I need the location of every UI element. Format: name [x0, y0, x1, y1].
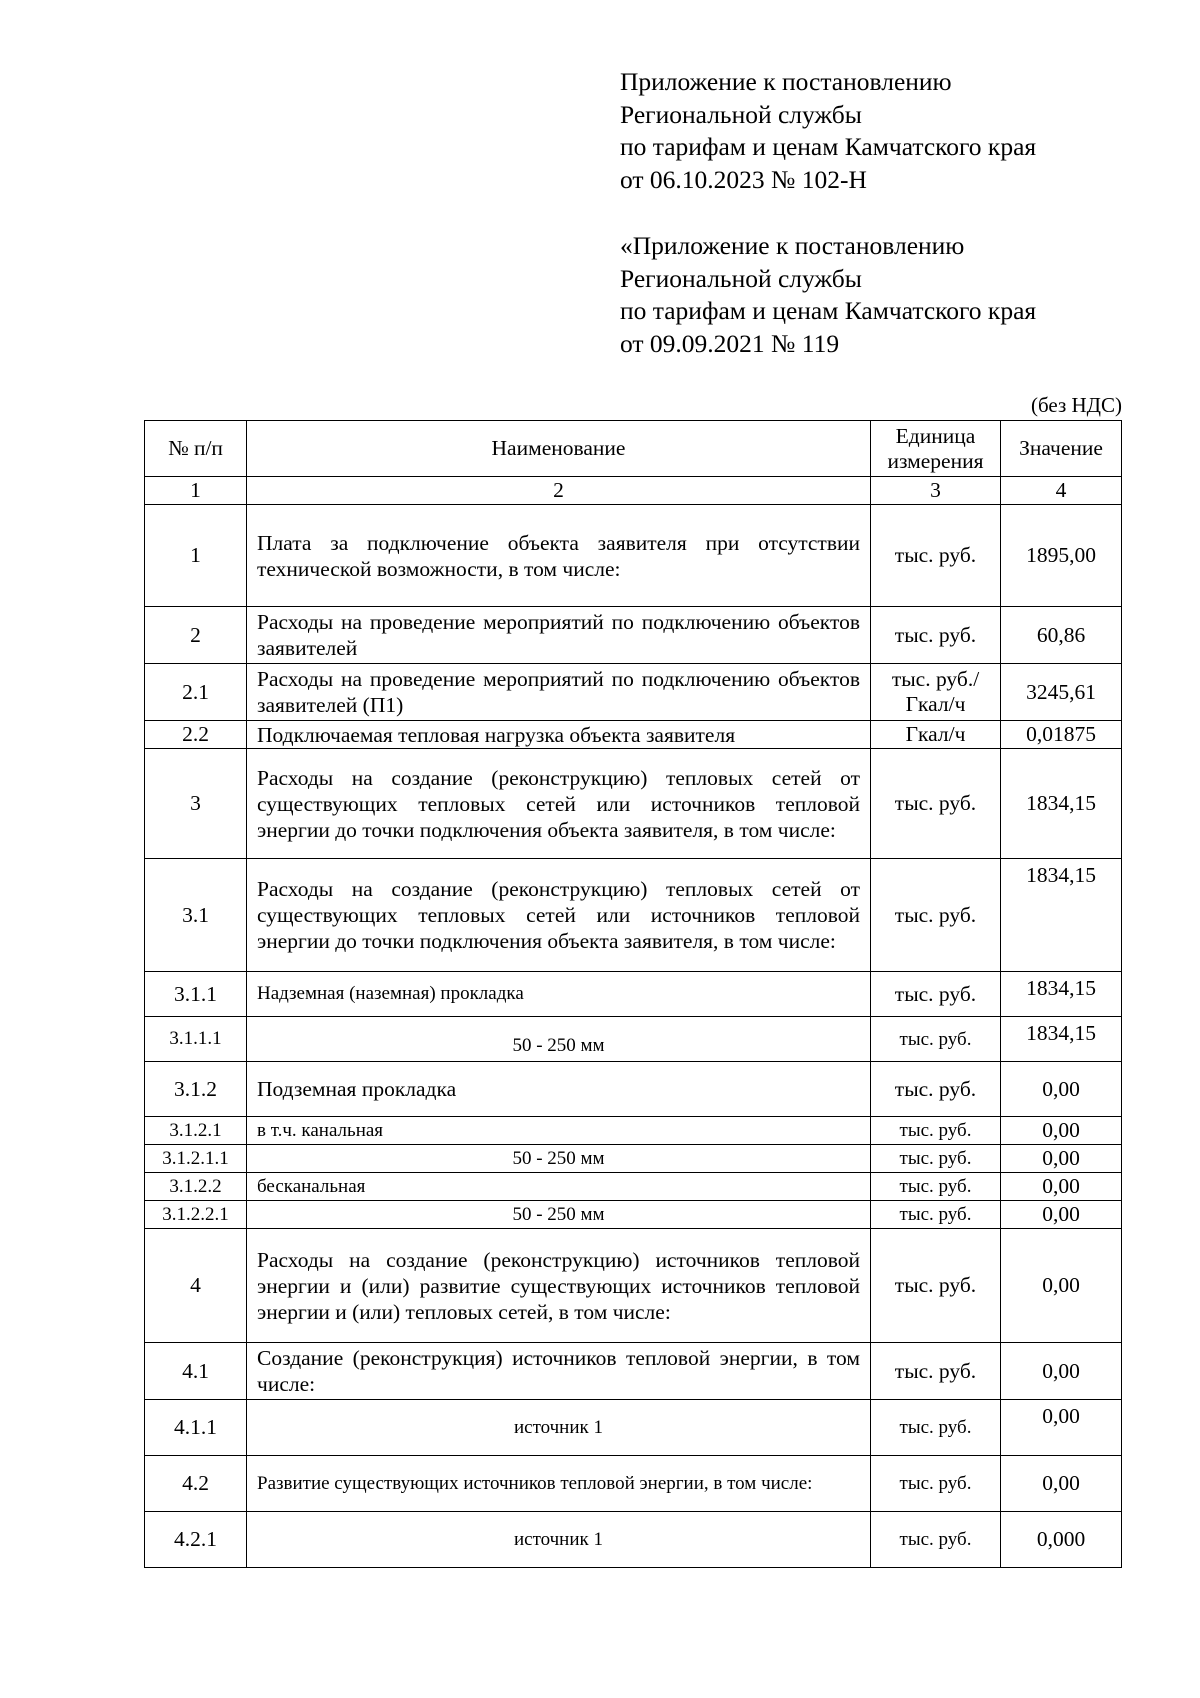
row-value: 1834,15	[1001, 749, 1122, 859]
table-header-row	[145, 421, 1122, 477]
row-value: 60,86	[1001, 607, 1122, 664]
table-row	[145, 1400, 1122, 1456]
header-line: от 09.09.2021 № 119	[620, 328, 840, 358]
row-value: 0,00	[1001, 1400, 1122, 1456]
table-row	[145, 1173, 1122, 1201]
header-line: Региональной службы	[620, 99, 862, 129]
row-name: Создание (реконструкция) источников тепловой энергии, в том числе:	[247, 1343, 871, 1400]
row-num: 3.1.2.1.1	[145, 1145, 247, 1173]
vat-note: (без НДС)	[1030, 393, 1122, 417]
table-row	[145, 1062, 1122, 1117]
row-num: 1	[145, 505, 247, 607]
table-row	[145, 1456, 1122, 1512]
header-line: Приложение к постановлению	[620, 67, 952, 96]
row-unit: Гкал/ч	[871, 721, 1001, 749]
row-num: 2	[145, 607, 247, 664]
header-unit: Единица измерения	[871, 421, 1001, 477]
row-value: 1895,00	[1001, 505, 1122, 607]
row-name: Подземная прокладка	[247, 1062, 871, 1117]
column-number-row	[145, 477, 1122, 505]
row-num: 4.2.1	[145, 1512, 247, 1568]
table-row	[145, 1343, 1122, 1400]
table-row	[145, 721, 1122, 749]
row-unit: тыс. руб.	[871, 1229, 1001, 1343]
row-name: источник 1	[247, 1512, 871, 1568]
row-name: Плата за подключение объекта заявителя при отсутствии технической возможности, в том числе:	[247, 505, 871, 607]
table-row	[145, 1229, 1122, 1343]
row-name: Подключаемая тепловая нагрузка объекта заявителя	[247, 721, 871, 749]
row-unit: тыс. руб.	[871, 859, 1001, 972]
row-num: 3.1.2.2.1	[145, 1201, 247, 1229]
row-value: 0,000	[1001, 1512, 1122, 1568]
row-name: 50 - 250 мм	[247, 1201, 871, 1229]
header-line: по тарифам и ценам Камчатского края	[620, 132, 1037, 161]
row-unit: тыс. руб.	[871, 1117, 1001, 1145]
row-name: Расходы на создание (реконструкцию) источников тепловой энергии и (или) развитие существующих источников тепловой энергии и (или) тепловых сетей, в том числе:	[247, 1229, 871, 1343]
header-line: «Приложение к постановлению	[620, 231, 965, 260]
column-number: 3	[871, 477, 1001, 505]
row-unit: тыс. руб.	[871, 972, 1001, 1017]
table-row	[145, 1512, 1122, 1568]
row-num: 4	[145, 1229, 247, 1343]
row-value: 0,00	[1001, 1343, 1122, 1400]
row-name: Надземная (наземная) прокладка	[247, 972, 871, 1017]
document-header-original	[620, 230, 1036, 360]
row-name: Развитие существующих источников тепловой энергии, в том числе:	[247, 1456, 871, 1512]
row-value: 0,01875	[1001, 721, 1122, 749]
row-value: 0,00	[1001, 1456, 1122, 1512]
table-row	[145, 972, 1122, 1017]
row-value: 1834,15	[1001, 859, 1122, 972]
row-unit: тыс. руб.	[871, 1400, 1001, 1456]
column-number: 2	[247, 477, 871, 505]
table-row	[145, 1117, 1122, 1145]
table-row	[145, 1017, 1122, 1062]
column-number: 1	[145, 477, 247, 505]
header-num: № п/п	[145, 421, 247, 477]
row-value: 0,00	[1001, 1173, 1122, 1201]
table-row	[145, 505, 1122, 607]
table-row	[145, 1201, 1122, 1229]
row-unit: тыс. руб.	[871, 1173, 1001, 1201]
row-unit: тыс. руб.	[871, 1456, 1001, 1512]
row-name: 50 - 250 мм	[247, 1145, 871, 1173]
header-value: Значение	[1001, 421, 1122, 477]
document-header-current	[620, 66, 1036, 196]
row-value: 0,00	[1001, 1229, 1122, 1343]
row-value: 0,00	[1001, 1062, 1122, 1117]
table-row	[145, 664, 1122, 721]
row-value: 1834,15	[1001, 972, 1122, 1017]
row-num: 3	[145, 749, 247, 859]
row-value: 1834,15	[1001, 1017, 1122, 1062]
column-number: 4	[1001, 477, 1122, 505]
row-name: Расходы на создание (реконструкцию) тепловых сетей от существующих тепловых сетей или источников тепловой энергии до точки подключения объекта заявителя, в том числе:	[247, 749, 871, 859]
row-name: 50 - 250 мм	[247, 1017, 871, 1062]
row-unit: тыс. руб.	[871, 749, 1001, 859]
row-name: источник 1	[247, 1400, 871, 1456]
header-line: по тарифам и ценам Камчатского края	[620, 296, 1037, 325]
row-name: бесканальная	[247, 1173, 871, 1201]
tariff-table	[144, 420, 1122, 1568]
row-unit: тыс. руб.	[871, 1062, 1001, 1117]
table-row	[145, 1145, 1122, 1173]
row-name: в т.ч. канальная	[247, 1117, 871, 1145]
row-unit: тыс. руб.	[871, 1017, 1001, 1062]
row-num: 3.1.1	[145, 972, 247, 1017]
row-num: 3.1.1.1	[145, 1017, 247, 1062]
row-num: 2.2	[145, 721, 247, 749]
row-num: 3.1.2.1	[145, 1117, 247, 1145]
table-row	[145, 859, 1122, 972]
row-unit: тыс. руб./ Гкал/ч	[871, 664, 1001, 721]
row-num: 3.1.2.2	[145, 1173, 247, 1201]
row-unit: тыс. руб.	[871, 1145, 1001, 1173]
row-value: 3245,61	[1001, 664, 1122, 721]
row-unit: тыс. руб.	[871, 607, 1001, 664]
row-num: 4.1.1	[145, 1400, 247, 1456]
row-unit: тыс. руб.	[871, 1512, 1001, 1568]
table-row	[145, 749, 1122, 859]
row-unit: тыс. руб.	[871, 1201, 1001, 1229]
table-row	[145, 607, 1122, 664]
header-line: Региональной службы	[620, 263, 862, 293]
row-num: 4.1	[145, 1343, 247, 1400]
header-line: от 06.10.2023 № 102-Н	[620, 164, 867, 194]
row-name: Расходы на проведение мероприятий по подключению объектов заявителей	[247, 607, 871, 664]
row-value: 0,00	[1001, 1117, 1122, 1145]
row-num: 3.1	[145, 859, 247, 972]
header-name: Наименование	[247, 421, 871, 477]
row-num: 2.1	[145, 664, 247, 721]
row-name: Расходы на создание (реконструкцию) тепловых сетей от существующих тепловых сетей или источников тепловой энергии до точки подключения объекта заявителя, в том числе:	[247, 859, 871, 972]
row-unit: тыс. руб.	[871, 505, 1001, 607]
row-name: Расходы на проведение мероприятий по подключению объектов заявителей (П1)	[247, 664, 871, 721]
row-value: 0,00	[1001, 1201, 1122, 1229]
row-value: 0,00	[1001, 1145, 1122, 1173]
row-unit: тыс. руб.	[871, 1343, 1001, 1400]
row-num: 4.2	[145, 1456, 247, 1512]
row-num: 3.1.2	[145, 1062, 247, 1117]
